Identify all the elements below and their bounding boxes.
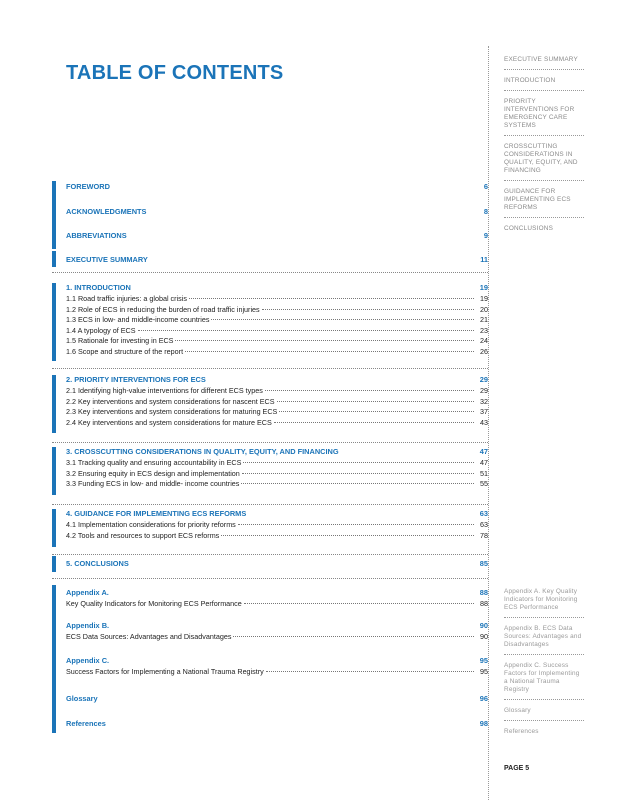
section-bar: [52, 447, 56, 495]
toc-entry[interactable]: [66, 305, 488, 316]
toc-entry-page: 9: [483, 231, 488, 240]
sidebar-item-crosscutting[interactable]: CROSSCUTTING CONSIDERATIONS IN QUALITY, EQUITY, AND FINANCING: [504, 143, 584, 181]
sidebar-divider: [488, 46, 489, 800]
page-title: TABLE OF CONTENTS: [66, 62, 284, 84]
toc-front-matter: [52, 181, 488, 251]
toc-entry-abbreviations[interactable]: [66, 230, 488, 242]
toc-section-heading[interactable]: [66, 445, 488, 458]
toc-entry-page: 88: [480, 599, 488, 608]
toc-entry-label: Key Quality Indicators for Monitoring ECS Performance: [66, 599, 242, 608]
toc-entry-label: 2.1 Identifying high-value interventions for different ECS types: [66, 386, 263, 395]
toc-entry-foreword[interactable]: [66, 181, 488, 193]
toc-entry-page: 55: [480, 479, 488, 489]
toc-entry-page: 21: [480, 315, 488, 325]
toc-entry-label: Appendix C.: [66, 656, 110, 665]
sidebar-item-priority-interventions[interactable]: PRIORITY INTERVENTIONS FOR EMERGENCY CARE SYSTEMS: [504, 98, 584, 136]
toc-entry-label: References: [66, 719, 106, 728]
toc-section-heading[interactable]: [66, 373, 488, 386]
toc-entry-label: 2.2 Key interventions and system considerations for nascent ECS: [66, 396, 275, 406]
toc-entry-page: 90: [479, 621, 488, 630]
toc-entry-page: 32: [480, 396, 488, 406]
toc-entry-label: Success Factors for Implementing a National Trauma Registry: [66, 667, 264, 676]
toc-entry-label: Glossary: [66, 694, 98, 703]
toc-entry[interactable]: [66, 407, 488, 418]
toc-entry-label: ECS Data Sources: Advantages and Disadvantages: [66, 632, 232, 641]
sidebar-appendices: [504, 588, 584, 748]
sidebar-chapters: [504, 56, 584, 245]
sidebar-item-glossary[interactable]: Glossary: [504, 707, 584, 721]
toc-entry-page: 23: [480, 325, 488, 335]
toc-entry-page: 78: [480, 530, 488, 540]
leader-dots: [277, 401, 474, 402]
toc-entry[interactable]: [66, 336, 488, 347]
toc-entry[interactable]: [66, 531, 488, 542]
toc-entry-references[interactable]: [66, 718, 488, 730]
leader-dots: [241, 483, 474, 484]
toc-entry-page: 6: [483, 182, 488, 191]
toc-entry-page: 8: [483, 207, 488, 216]
leader-dots: [233, 636, 474, 637]
toc-entry-page: 95: [479, 656, 488, 665]
divider: [52, 272, 488, 273]
leader-dots: [175, 340, 474, 341]
toc-entry-page: 26: [480, 346, 488, 356]
sidebar-item-introduction[interactable]: INTRODUCTION: [504, 77, 584, 91]
leader-dots: [185, 351, 474, 352]
toc-section-5: [52, 556, 488, 578]
sidebar-item-conclusions[interactable]: CONCLUSIONS: [504, 225, 554, 232]
toc-entry-label: 1.1 Road traffic injuries: a global crisis: [66, 294, 187, 303]
sidebar-item-guidance[interactable]: GUIDANCE FOR IMPLEMENTING ECS REFORMS: [504, 188, 584, 218]
toc-entry-label: 1.4 A typology of ECS: [66, 325, 136, 335]
toc-appendix-b: [66, 620, 488, 643]
toc-entry[interactable]: [66, 520, 488, 531]
divider: [52, 442, 488, 443]
leader-dots: [262, 309, 474, 310]
toc-entry-executive-summary[interactable]: [66, 251, 488, 266]
toc-section-1: [52, 279, 488, 365]
toc-entry-page: 63: [480, 520, 488, 529]
section-bar: [52, 181, 56, 249]
toc-entry-page: 43: [480, 417, 488, 427]
toc-entry[interactable]: [66, 599, 488, 610]
section-bar: [52, 283, 56, 361]
section-bar: [52, 509, 56, 547]
leader-dots: [279, 411, 474, 412]
toc-entry-page: 90: [480, 632, 488, 641]
sidebar-item-appendix-b[interactable]: Appendix B. ECS Data Sources: Advantages and Disadvantages: [504, 625, 584, 655]
toc-entry[interactable]: [66, 315, 488, 326]
section-bar: [52, 556, 56, 572]
toc-entry-page: 51: [480, 468, 488, 478]
toc-entry-heading[interactable]: [66, 587, 488, 599]
toc-section-4: [52, 507, 488, 549]
toc-section-2: [52, 373, 488, 437]
toc-entry-page: 98: [479, 719, 488, 728]
toc-entry[interactable]: [66, 386, 488, 397]
toc-entry-page: 63: [479, 509, 488, 518]
section-bar: [52, 251, 56, 267]
toc-entry-label: 3.2 Ensuring equity in ECS design and implementation: [66, 468, 240, 478]
toc-entry-label: ACKNOWLEDGMENTS: [66, 207, 147, 216]
toc-appendices: [52, 585, 488, 745]
toc-entry-label: 1.5 Rationale for investing in ECS: [66, 336, 174, 346]
toc-entry-page: 24: [480, 336, 488, 346]
toc-entry[interactable]: [66, 479, 488, 490]
toc-entry-label: 3.1 Tracking quality and ensuring accountability in ECS: [66, 458, 242, 467]
toc-entry-page: 95: [480, 667, 488, 676]
page-number: PAGE 5: [504, 765, 530, 772]
toc-entry-label: Appendix B.: [66, 621, 110, 630]
leader-dots: [211, 319, 474, 320]
toc-appendix-c: [66, 655, 488, 678]
toc-entry-label: 2.3 Key interventions and system considerations for maturing ECS: [66, 407, 278, 417]
toc-entry-label: 3.3 Funding ECS in low- and middle- income countries: [66, 479, 240, 489]
sidebar-item-appendix-a[interactable]: Appendix A. Key Quality Indicators for Monitoring ECS Performance: [504, 588, 584, 618]
leader-dots: [138, 330, 474, 331]
leader-dots: [242, 473, 474, 474]
toc-entry[interactable]: [66, 347, 488, 358]
toc-entry-label: 4. GUIDANCE FOR IMPLEMENTING ECS REFORMS: [66, 509, 247, 518]
toc-entry-page: 19: [479, 283, 488, 292]
toc-entry[interactable]: [66, 458, 488, 469]
toc-entry[interactable]: [66, 632, 488, 643]
sidebar-item-appendix-c[interactable]: Appendix C. Success Factors for Implementing a National Trauma Registry: [504, 662, 584, 700]
divider: [52, 578, 488, 579]
divider: [52, 554, 488, 555]
toc-entry[interactable]: [66, 667, 488, 678]
sidebar-item-references[interactable]: References: [504, 728, 539, 735]
toc-entry-label: 4.2 Tools and resources to support ECS reforms: [66, 530, 220, 540]
toc-entry-page: 20: [480, 304, 488, 314]
toc-entry-label: FOREWORD: [66, 182, 110, 191]
toc-entry-heading[interactable]: [66, 655, 488, 667]
leader-dots: [238, 524, 474, 525]
toc-entry-label: 1. INTRODUCTION: [66, 283, 131, 292]
leader-dots: [189, 298, 474, 299]
sidebar-item-executive-summary[interactable]: EXECUTIVE SUMMARY: [504, 56, 584, 70]
toc-entry-label: 4.1 Implementation considerations for priority reforms: [66, 520, 236, 529]
toc-section-heading[interactable]: [66, 279, 488, 294]
toc-entry[interactable]: [66, 397, 488, 408]
toc-entry[interactable]: [66, 418, 488, 429]
toc-entry-page: 37: [480, 407, 488, 417]
toc-entry-label: EXECUTIVE SUMMARY: [66, 255, 148, 264]
toc-entry-label: 1.2 Role of ECS in reducing the burden of road traffic injuries: [66, 304, 260, 314]
section-bar: [52, 375, 56, 433]
toc-entry-label: 1.6 Scope and structure of the report: [66, 346, 184, 356]
toc-entry-acknowledgments[interactable]: [66, 206, 488, 218]
toc-entry-label: 5. CONCLUSIONS: [66, 559, 129, 568]
section-bar: [52, 585, 56, 733]
toc-entry-label: 3. CROSSCUTTING CONSIDERATIONS IN QUALITY, EQUITY, AND FINANCING: [66, 447, 339, 456]
toc-entry-page: 85: [479, 559, 488, 568]
toc-entry-page: 11: [480, 255, 488, 264]
leader-dots: [266, 671, 474, 672]
leader-dots: [274, 422, 474, 423]
toc-entry[interactable]: [66, 326, 488, 337]
toc-entry-page: 96: [479, 694, 488, 703]
toc-entry-page: 47: [480, 458, 488, 467]
toc-entry-label: 1.3 ECS in low- and middle-income countries: [66, 315, 210, 325]
toc-entry-label: 2.4 Key interventions and system considerations for mature ECS: [66, 417, 272, 427]
toc-entry-page: 29: [480, 386, 488, 395]
leader-dots: [244, 603, 474, 604]
toc-entry-page: 19: [480, 294, 488, 303]
toc-entry-label: ABBREVIATIONS: [66, 231, 127, 240]
toc-entry-heading[interactable]: [66, 620, 488, 632]
divider: [52, 368, 488, 369]
toc-entry[interactable]: [66, 294, 488, 305]
toc-entry-page: 88: [479, 588, 488, 597]
toc-entry[interactable]: [66, 469, 488, 480]
toc-section-heading[interactable]: [66, 507, 488, 520]
leader-dots: [265, 390, 474, 391]
toc-entry-page: 47: [479, 447, 488, 456]
toc-appendix-a: [66, 587, 488, 610]
toc-section-3: [52, 445, 488, 499]
toc-entry-page: 29: [479, 375, 488, 384]
toc-entry-conclusions[interactable]: [66, 556, 488, 570]
table-of-contents: [52, 181, 488, 745]
toc-entry-label: Appendix A.: [66, 588, 109, 597]
toc-entry-glossary[interactable]: [66, 693, 488, 705]
divider: [52, 504, 488, 505]
leader-dots: [221, 535, 474, 536]
leader-dots: [243, 462, 474, 463]
toc-entry-label: 2. PRIORITY INTERVENTIONS FOR ECS: [66, 375, 206, 384]
